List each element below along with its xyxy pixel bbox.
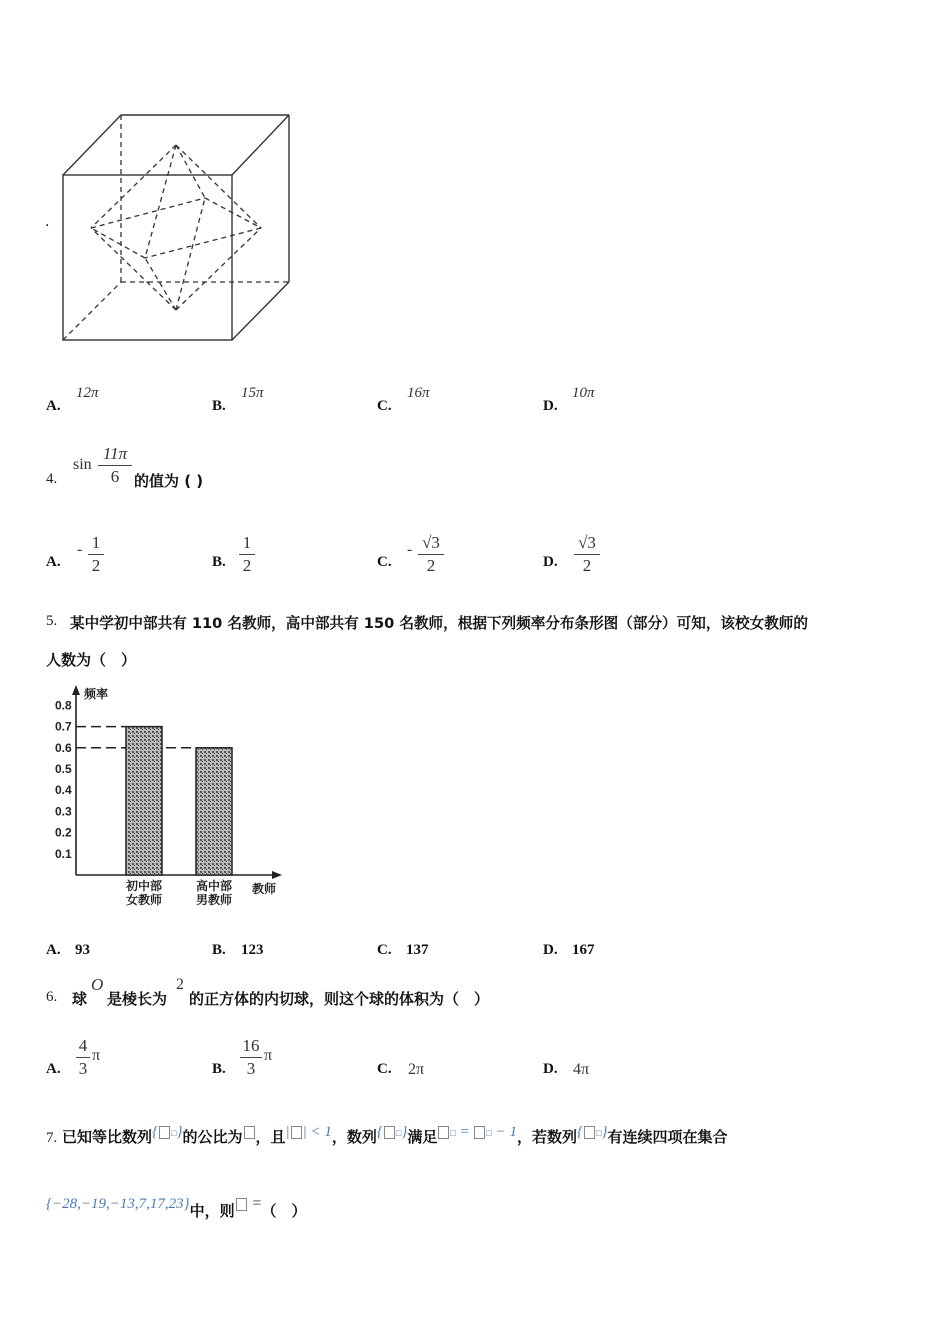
q6-option-a-num: 4 [78,1036,88,1055]
q7-number: 7. [46,1130,58,1146]
q3-dot: . [45,214,50,230]
q6-number: 6. [46,989,58,1005]
category-label: 男教师 [195,893,233,907]
q4-option-a-num: 1 [91,533,101,552]
q3-option-a-letter: A. [46,398,61,414]
q4-fraction-num: 11π [102,444,128,463]
q6-var-o: O [91,975,104,994]
q4-number: 4. [46,471,58,487]
q3-option-a-value: 12π [76,385,99,401]
q7-ratio-box [243,1122,256,1140]
q6-option-a-den: 3 [78,1059,88,1078]
q3-option-d-letter: D. [543,398,558,414]
x-axis-label: 教师 [252,882,277,896]
q5-option-c-value: 137 [406,942,429,958]
q4-option-c-frac [418,533,444,576]
q4-option-b-den: 2 [242,556,252,575]
q6-text-a: 球 [72,990,88,1008]
q4-option-a-sign: - [77,541,83,558]
q4-option-c-num: √3 [422,533,440,552]
q7-t8: 中，则 [189,1202,235,1220]
q4-sin: sin [73,456,92,473]
q4-option-b-num: 1 [242,533,252,552]
bar [126,727,162,875]
q7-t3: ，且 [255,1128,286,1146]
q7-t6: ，若数列 [516,1128,577,1146]
q7-t1: 已知等比数列 [62,1128,153,1146]
q7-eq: = [459,1124,470,1140]
q4-fraction-den: 6 [110,467,120,486]
q7-t2: 的公比为 [182,1128,243,1146]
q5-option-d-letter: D. [543,942,558,958]
q7-t4: ，数列 [331,1128,377,1146]
q7-answer-box [235,1194,248,1212]
q7-t10: （ ） [261,1202,307,1220]
q4-option-d-den: 2 [582,556,592,575]
q4-fraction [98,444,132,487]
q6-option-b-den: 3 [246,1059,256,1078]
q6-option-a-frac [76,1036,90,1079]
q6-edge: 2 [176,976,184,993]
q6-text-c: 的正方体的内切球，则这个球的体积为（ ） [189,990,490,1008]
q5-option-a-value: 93 [75,942,90,958]
y-tick-label: 0.7 [55,719,72,734]
q4-option-a-frac [88,533,104,576]
q6-option-a-suffix: π [92,1047,101,1064]
q7-minus-one: − 1 [495,1124,517,1140]
q7-seq-a: { □} [152,1124,183,1140]
q5-option-a-letter: A. [46,942,61,958]
q7-line1 [46,1126,727,1147]
y-tick-label: 0.5 [55,762,72,776]
y-tick-label: 0.3 [55,804,72,819]
q5-text-line1: 某中学初中部共有 110 名教师，高中部共有 150 名教师，根据下列频率分布条形图（部分）可知，该校女教师的 [70,615,808,632]
category-label: 初中部 [125,879,163,893]
q5-option-b-letter: B. [212,942,226,958]
q7-set: {−28,−19,−13,7,17,23} [46,1196,190,1212]
q4-option-d-frac [574,533,600,576]
q5-option-c-letter: C. [377,942,392,958]
q6-option-c-value: 2π [408,1061,425,1078]
q3-option-c-value: 16π [407,385,430,401]
category-label: 女教师 [125,893,163,907]
q4-option-c-letter: C. [377,554,392,570]
q7-t7: 有连续四项在集合 [607,1128,728,1146]
q5-option-b-value: 123 [241,942,264,958]
q7-t5: 满足 [407,1128,438,1146]
y-tick-label: 0.6 [55,740,72,755]
q6-option-d-letter: D. [543,1061,558,1077]
y-tick-label: 0.4 [55,783,72,798]
q5-text-line2: 人数为（ ） [46,651,137,669]
q3-option-b-letter: B. [212,398,226,414]
q5-option-d-value: 167 [572,942,595,958]
q4-option-c-sign: - [407,541,413,558]
q7-t9: = [252,1195,262,1212]
q7-line2 [46,1195,307,1221]
q7-seq-b2: { □} [577,1124,608,1140]
y-tick-label: 0.2 [55,825,72,840]
q6-option-b-letter: B. [212,1061,226,1077]
q6-option-a-letter: A. [46,1061,61,1077]
q4-option-d-letter: D. [543,554,558,570]
category-label: 高中部 [195,879,233,893]
q7-abs-cond-text: < 1 [310,1124,332,1140]
q6-text-b: 是棱长为 [107,990,168,1008]
q6-option-b-suffix: π [264,1047,273,1064]
y-axis-label: 频率 [84,687,109,701]
y-tick-label: 0.1 [55,846,72,861]
q6-option-d-value: 4π [573,1061,590,1078]
x-axis-arrow [272,871,282,879]
q4-option-a-letter: A. [46,554,61,570]
y-tick-label: 0.8 [55,698,72,713]
q3-option-b-value: 15π [241,385,264,401]
q6-option-b-frac [240,1036,262,1079]
cube-octahedron-figure [55,105,300,350]
q5-number: 5. [46,613,58,629]
frequency-bar-chart [40,683,290,913]
q7-abs-cond: | | < 1 [285,1124,332,1140]
q4-option-b-frac [239,533,255,576]
bar [196,748,232,875]
q3-option-c-letter: C. [377,398,392,414]
q4-option-c-den: 2 [426,556,436,575]
q4-option-d-num: √3 [578,533,596,552]
q4-text: 的值为 ( ) [134,472,204,490]
q4-option-b-letter: B. [212,554,226,570]
y-axis-arrow [72,685,80,695]
q6-option-c-letter: C. [377,1061,392,1077]
q7-seq-b: { □} [376,1124,408,1140]
q6-option-b-num: 16 [242,1036,260,1055]
q7-relation: □ = □ − 1 [437,1124,517,1140]
q3-option-d-value: 10π [572,385,595,401]
q4-option-a-den: 2 [91,556,101,575]
